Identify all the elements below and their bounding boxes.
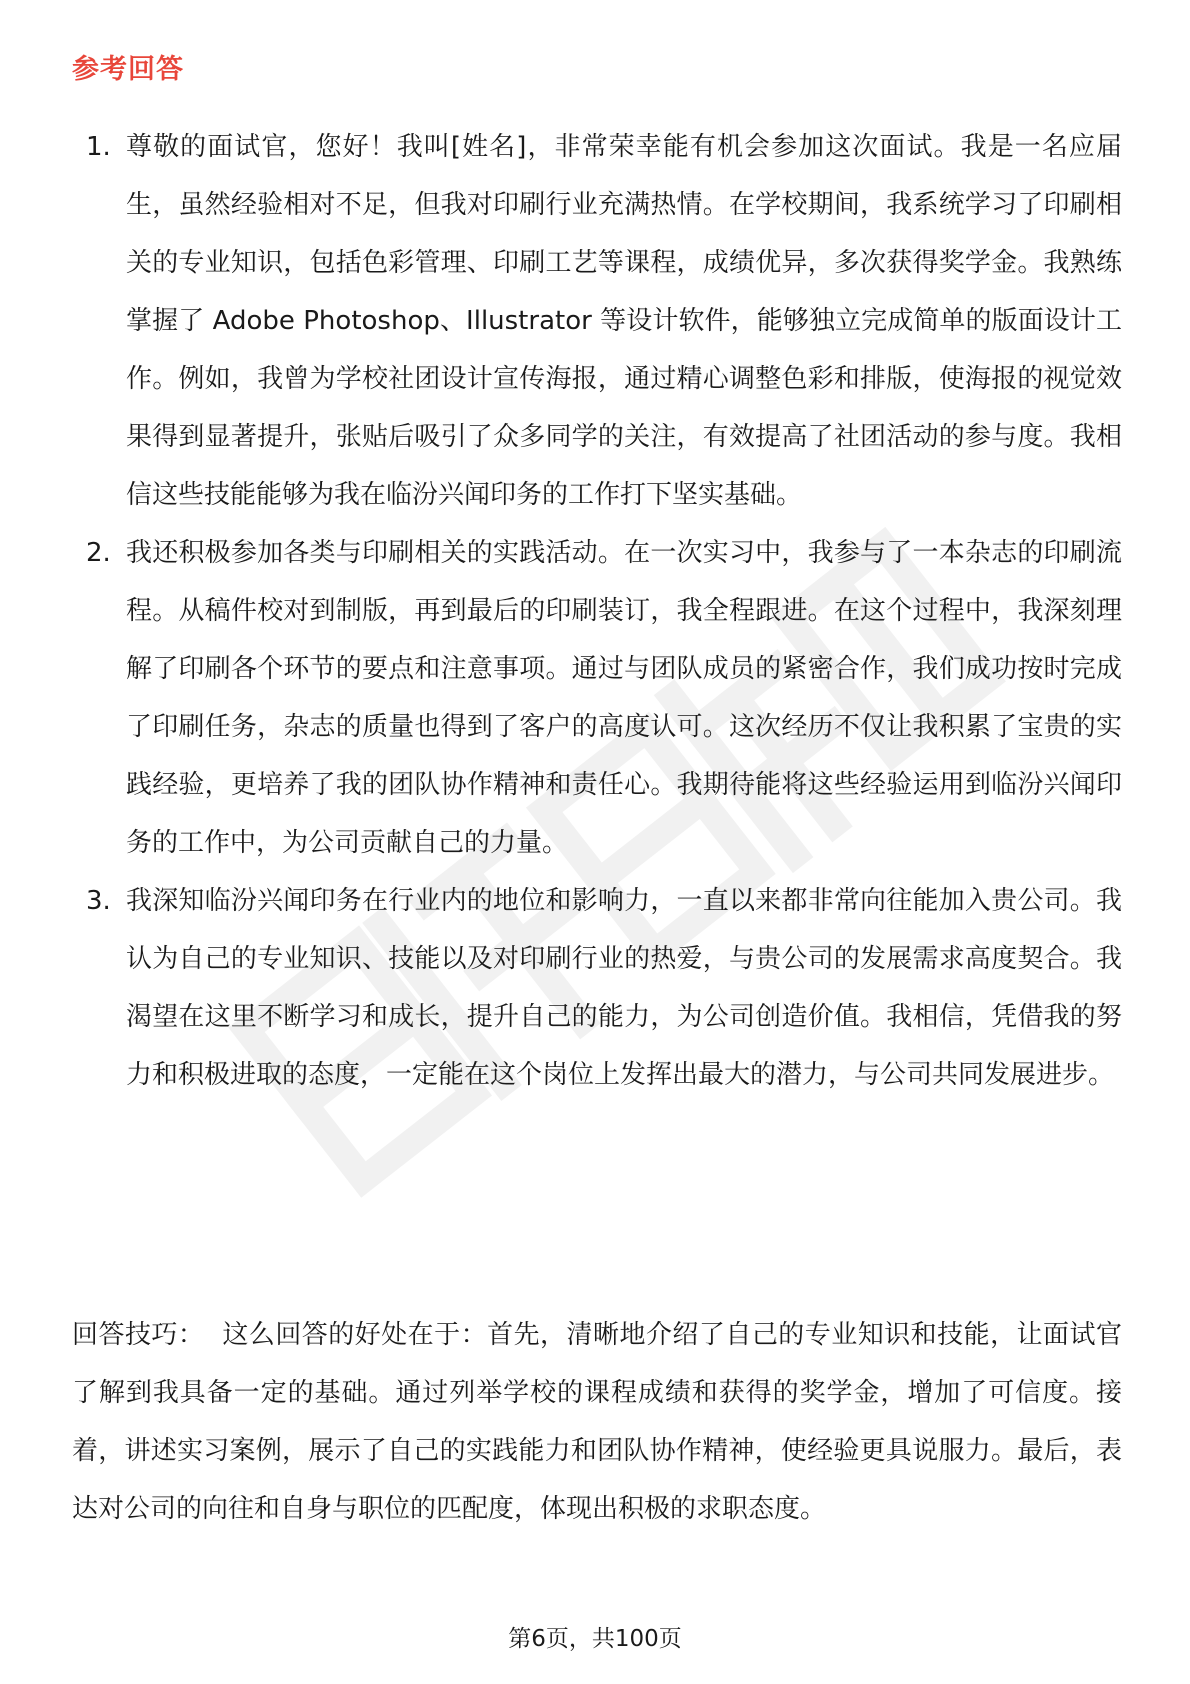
tips-text: 这么回答的好处在于：首先，清晰地介绍了自己的专业知识和技能，让面试官了解到我具备一定的基础。通过列举学校的课程成绩和获得的奖学金，增加了可信度。接着，讲述实习案例，展示了自己的实践能力和团队协作精神，使经验更具说服力。最后，表达对公司的向往和自身与职位的匹配度，体现出积极的求职态度。 xyxy=(72,1320,1122,1524)
answer-tips xyxy=(72,1306,1122,1538)
answer-text: 尊敬的面试官，您好！我叫[姓名]，非常荣幸能有机会参加这次面试。我是一名应届生，虽然经验相对不足，但我对印刷行业充满热情。在学校期间，我系统学习了印刷相关的专业知识，包括色彩管理、印刷工艺等课程，成绩优异，多次获得奖学金。我熟练掌握了 Adobe Photoshop、Illustrator 等设计软件，能够独立完成简单的版面设计工作。例如，我曾为学校社团设计宣传海报，通过精心调整色彩和排版，使海报的视觉效果得到显著提升，张贴后吸引了众多同学的关注，有效提高了社团活动的参与度。我相信这些技能能够为我在临汾兴闻印务的工作打下坚实基础。 xyxy=(126,132,1122,510)
section-title: 参考回答 xyxy=(72,54,184,85)
answer-text: 我还积极参加各类与印刷相关的实践活动。在一次实习中，我参与了一本杂志的印刷流程。从稿件校对到制版，再到最后的印刷装订，我全程跟进。在这个过程中，我深刻理解了印刷各个环节的要点和注意事项。通过与团队成员的紧密合作，我们成功按时完成了印刷任务，杂志的质量也得到了客户的高度认可。这次经历不仅让我积累了宝贵的实践经验，更培养了我的团队协作精神和责任心。我期待能将这些经验运用到临汾兴闻印务的工作中，为公司贡献自己的力量。 xyxy=(126,538,1122,858)
answer-item-1 xyxy=(72,118,1122,524)
answer-list xyxy=(72,118,1122,1104)
answer-number: 2. xyxy=(86,538,111,568)
answer-number: 3. xyxy=(86,886,111,916)
page-footer: 第6页，共100页 xyxy=(508,1626,682,1652)
tips-label: 回答技巧： xyxy=(72,1320,205,1350)
answer-text: 我深知临汾兴闻印务在行业内的地位和影响力，一直以来都非常向往能加入贵公司。我认为自己的专业知识、技能以及对印刷行业的热爱，与贵公司的发展需求高度契合。我渴望在这里不断学习和成长，提升自己的能力，为公司创造价值。我相信，凭借我的努力和积极进取的态度，一定能在这个岗位上发挥出最大的潜力，与公司共同发展进步。 xyxy=(126,886,1122,1090)
answer-item-3 xyxy=(72,872,1122,1104)
answer-item-2 xyxy=(72,524,1122,872)
answer-number: 1. xyxy=(86,132,111,162)
